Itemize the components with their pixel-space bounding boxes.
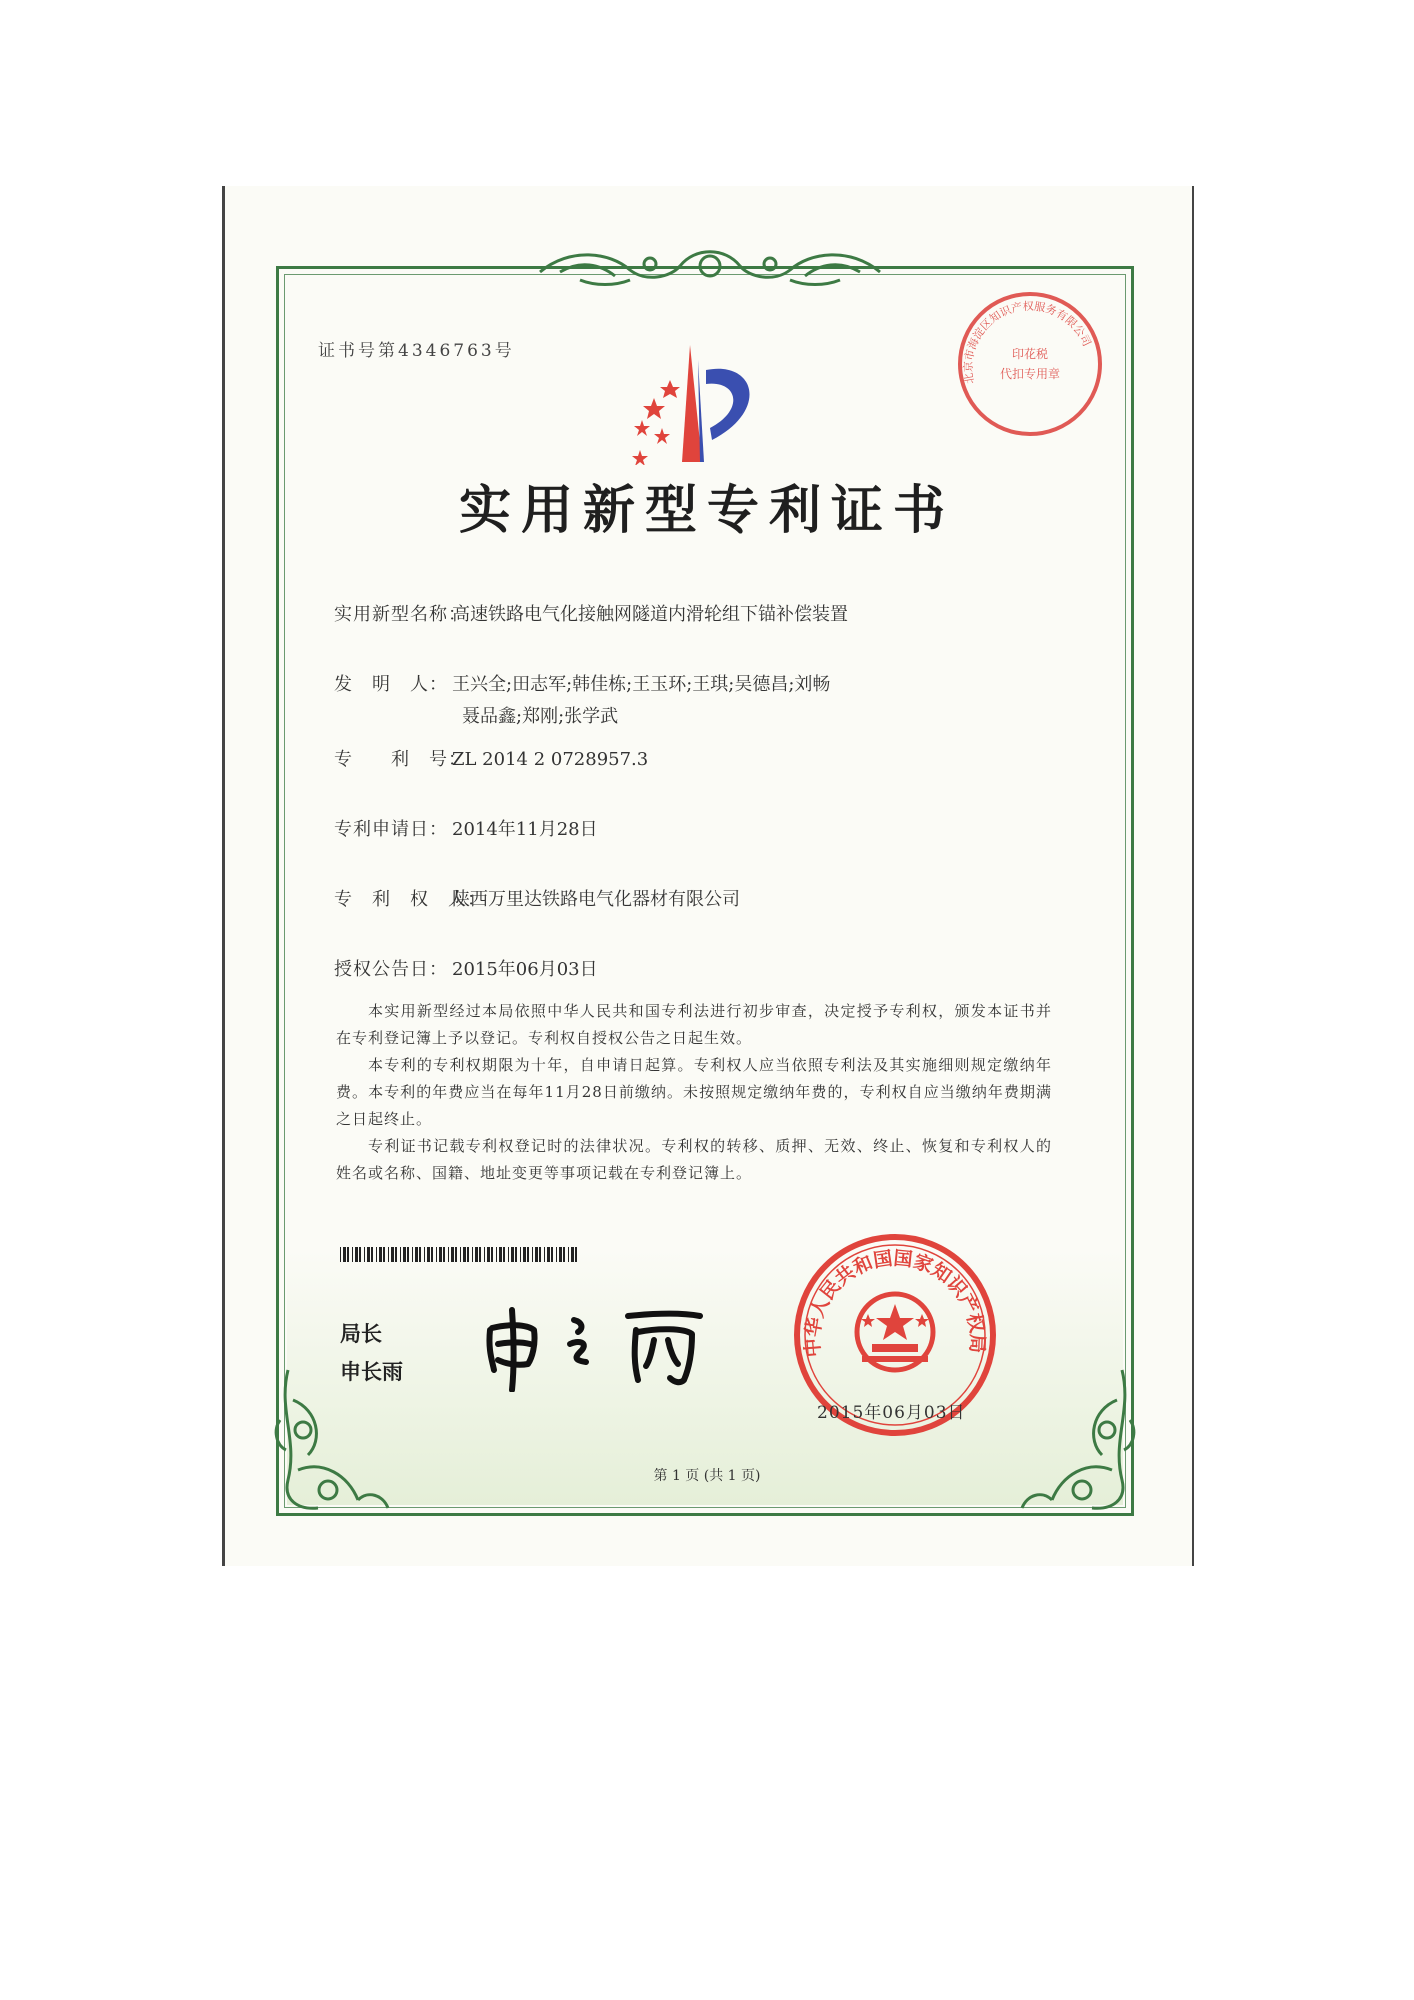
top-ornament-icon [520, 242, 900, 292]
field-value-continued: 聂品鑫;郑刚;张学武 [462, 706, 619, 727]
barcode-bar [367, 1247, 370, 1262]
field-label: 专 利 权 人： [334, 889, 486, 910]
stamp-inner-text: 代扣专用章 [999, 367, 1061, 381]
barcode-bar [451, 1247, 454, 1262]
barcode-bar [379, 1247, 382, 1262]
barcode-bar [343, 1247, 346, 1262]
field-grant-date [334, 955, 598, 981]
field-patent-number [334, 745, 648, 771]
barcode-bar [359, 1247, 361, 1262]
barcode-bar [355, 1247, 358, 1262]
field-label: 发 明 人： [334, 674, 448, 695]
barcode-bar [467, 1247, 469, 1262]
certificate-body [336, 998, 1052, 1187]
barcode-bar [347, 1247, 349, 1262]
barcode-bar [499, 1247, 502, 1262]
stamp-outer-text: 北京市海淀区知识产权服务有限公司 [961, 299, 1094, 385]
field-label: 专 利 号： [334, 749, 467, 770]
sipo-logo-icon [620, 340, 780, 465]
barcode-bar [475, 1247, 478, 1262]
barcode-bar [523, 1247, 526, 1262]
barcode-bar [448, 1247, 449, 1262]
barcode-bar [395, 1247, 397, 1262]
barcode-bar [535, 1247, 538, 1262]
barcode-bar [551, 1247, 553, 1262]
corner-ornament-icon [1012, 1360, 1142, 1520]
barcode-bar [559, 1247, 562, 1262]
barcode-bar [407, 1247, 409, 1262]
sheet-edge [222, 186, 225, 1566]
barcode-bar [520, 1247, 521, 1262]
field-value: 2015年06月03日 [452, 959, 598, 980]
field-filing-date [334, 815, 598, 841]
tax-stamp-icon [954, 288, 1106, 440]
field-label: 实用新型名称： [334, 604, 467, 625]
barcode-bar [511, 1247, 514, 1262]
barcode-bar [563, 1247, 565, 1262]
body-paragraph: 本专利的专利权期限为十年，自申请日起算。专利权人应当依照专利法及其实施细则规定缴纳年费。本专利的年费应当在每年11月28日前缴纳。未按照规定缴纳年费的，专利权自应当缴纳年费期满之日起终止。 [336, 1056, 1052, 1128]
field-value: ZL 2014 2 0728957.3 [452, 749, 649, 770]
field-value: 陕西万里达铁路电气化器材有限公司 [452, 889, 740, 910]
barcode-bar [568, 1247, 569, 1262]
barcode-icon [340, 1247, 582, 1262]
barcode-bar [575, 1247, 577, 1262]
barcode-bar [527, 1247, 529, 1262]
field-inventors [334, 670, 830, 728]
barcode-bar [400, 1247, 401, 1262]
field-value: 王兴全;田志军;韩佳栋;王玉环;王琪;吴德昌;刘畅 [452, 674, 831, 695]
barcode-bar [419, 1247, 421, 1262]
barcode-bar [484, 1247, 485, 1262]
barcode-bar [443, 1247, 445, 1262]
field-value: 2014年11月28日 [452, 819, 598, 840]
barcode-bar [455, 1247, 457, 1262]
barcode-bar [460, 1247, 461, 1262]
barcode-bar [544, 1247, 545, 1262]
barcode-bar [364, 1247, 365, 1262]
barcode-bar [340, 1247, 341, 1262]
barcode-bar [391, 1247, 394, 1262]
barcode-bar [424, 1247, 425, 1262]
barcode-bar [388, 1247, 389, 1262]
barcode-bar [352, 1247, 353, 1262]
seal-text: 中华人民共和国国家知识产权局 [801, 1247, 989, 1359]
barcode-bar [376, 1247, 377, 1262]
barcode-bar [371, 1247, 373, 1262]
barcode-bar [491, 1247, 493, 1262]
body-paragraph: 本实用新型经过本局依照中华人民共和国专利法进行初步审查，决定授予专利权，颁发本证书并在专利登记簿上予以登记。专利权自授权公告之日起生效。 [336, 1002, 1052, 1047]
field-value: 高速铁路电气化接触网隧道内滑轮组下锚补偿装置 [452, 604, 848, 625]
barcode-bar [439, 1247, 442, 1262]
certificate-number: 证书号第4346763号 [318, 341, 515, 361]
barcode-bar [415, 1247, 418, 1262]
barcode-bar [515, 1247, 517, 1262]
field-utility-model-name [334, 600, 848, 626]
certificate-title: 实用新型专利证书 [458, 480, 955, 541]
barcode-bar [472, 1247, 473, 1262]
barcode-bar [436, 1247, 437, 1262]
director-signature-icon [478, 1300, 718, 1392]
barcode-bar [532, 1247, 533, 1262]
barcode-bar [539, 1247, 541, 1262]
stamp-inner-text: 印花税 [1011, 347, 1049, 361]
body-paragraph: 专利证书记载专利权登记时的法律状况。专利权的转移、质押、无效、终止、恢复和专利权人的姓名或名称、国籍、地址变更等事项记载在专利登记簿上。 [336, 1137, 1052, 1182]
barcode-bar [503, 1247, 505, 1262]
director-name: 申长雨 [340, 1360, 403, 1384]
barcode-bar [496, 1247, 497, 1262]
barcode-bar [427, 1247, 430, 1262]
barcode-bar [463, 1247, 466, 1262]
barcode-bar [556, 1247, 557, 1262]
barcode-bar [431, 1247, 433, 1262]
barcode-bar [508, 1247, 509, 1262]
field-label: 专利申请日： [334, 819, 448, 840]
barcode-bar [479, 1247, 481, 1262]
barcode-bar [547, 1247, 550, 1262]
barcode-bar [571, 1247, 574, 1262]
barcode-bar [383, 1247, 385, 1262]
sheet-edge [1192, 186, 1194, 1566]
field-label: 授权公告日： [334, 959, 448, 980]
director-title: 局长 [340, 1322, 382, 1346]
page-number: 第 1 页 (共 1 页) [653, 1468, 761, 1484]
field-patentee [334, 885, 740, 911]
issue-date: 2015年06月03日 [817, 1403, 966, 1423]
barcode-bar [487, 1247, 490, 1262]
barcode-bar [412, 1247, 413, 1262]
barcode-bar [403, 1247, 406, 1262]
